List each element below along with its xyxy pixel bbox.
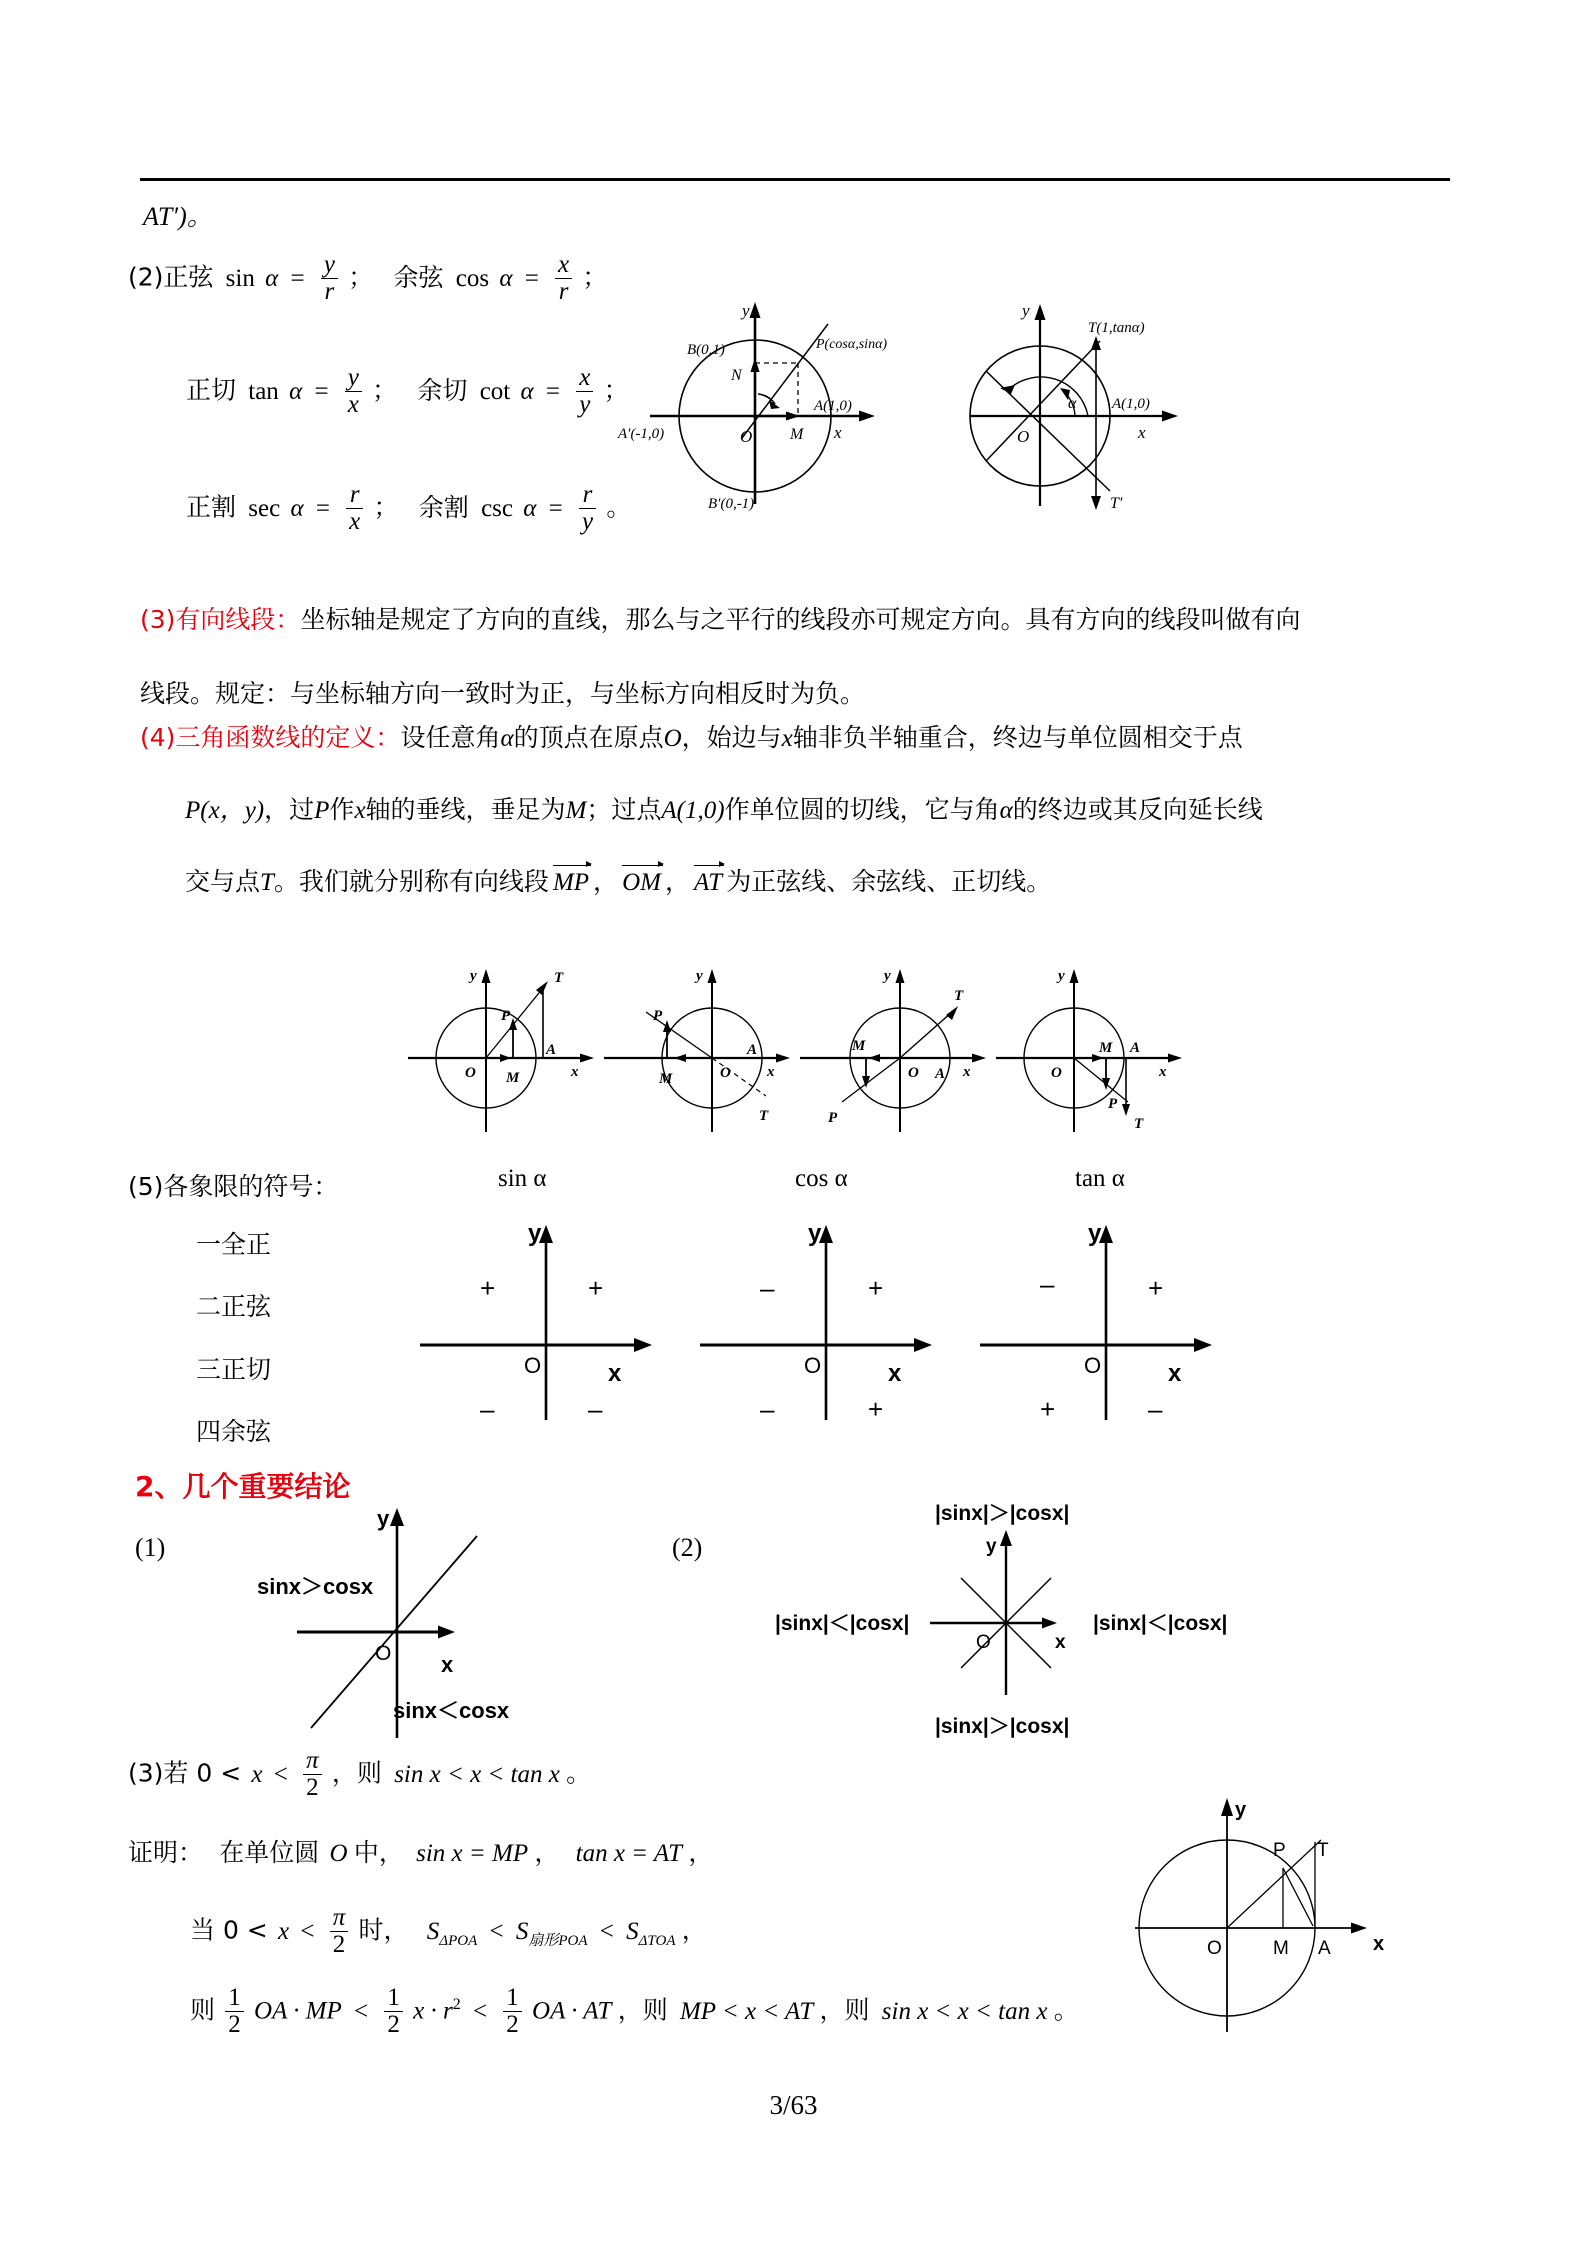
item2-label: (2)正弦 <box>128 262 214 292</box>
area-S1: S <box>426 1917 440 1945</box>
conclusion-item2-label: (2) <box>672 1533 703 1562</box>
tan-name: tan <box>248 377 279 405</box>
svg-text:y: y <box>1088 1220 1102 1247</box>
sign-cos-q4: + <box>868 1394 884 1424</box>
cot-denominator: y <box>576 391 593 418</box>
pi-over-2-fraction <box>303 1748 322 1802</box>
cot-label: 余切 <box>417 375 468 405</box>
half3-num: 1 <box>506 1984 519 2011</box>
page-number: 3/63 <box>769 2090 818 2120</box>
proof-M-label: M <box>1273 1938 1289 1959</box>
sinx-lt-cosx-label: sinx＜cosx <box>393 1698 510 1723</box>
proof-eq-sin: sin x = MP <box>416 1840 529 1867</box>
item4-l3b: 。我们就分别称有向线段 <box>273 867 549 896</box>
sign-axes-tan <box>980 1215 1280 1430</box>
half1-num: 1 <box>228 1984 241 2011</box>
svg-text:α: α <box>1068 395 1077 412</box>
tan-label: 正切 <box>186 375 237 405</box>
proof-term-4: MP < x < AT <box>679 1997 814 2025</box>
item4-l2d: ；过点 <box>586 795 662 824</box>
item4-l2c: 轴的垂线，垂足为 <box>365 795 566 824</box>
svg-text:y: y <box>696 968 703 984</box>
proof-l2-lt: < <box>300 1917 315 1945</box>
item5-header-cos: cos α <box>795 1165 848 1192</box>
proof-unit-circle-diagram <box>1135 1790 1455 2040</box>
tangent-circle-diagram <box>960 286 1210 516</box>
item3-end: 。 <box>566 1758 592 1788</box>
item5-label: (5)各象限的符号： <box>128 1172 339 1201</box>
svg-text:B(0,1): B(0,1) <box>687 342 725 358</box>
sin-name: sin <box>225 264 255 292</box>
svg-text:y: y <box>884 968 891 984</box>
svg-text:B′(0,-1): B′(0,-1) <box>708 496 755 512</box>
half-fraction-2 <box>384 1985 403 2039</box>
two-denominator: 2 <box>303 1774 322 1801</box>
proof-term2-exp: 2 <box>452 1996 461 2014</box>
continuation-line <box>143 196 213 233</box>
svg-text:A′(-1,0): A′(-1,0) <box>618 426 665 442</box>
svg-text:y: y <box>1022 301 1030 320</box>
abs-bottom-label: |sinx|＞|cosx| <box>935 1715 1070 1738</box>
tan-separator: ； <box>372 375 398 405</box>
csc-arg: α <box>523 494 537 522</box>
unit-circle-diagram <box>618 286 890 516</box>
cos-denominator: r <box>555 278 572 305</box>
abs-right-label: |sinx|＜|cosx| <box>1093 1612 1228 1635</box>
sign-sin-q1: + <box>588 1273 604 1303</box>
item3-lt: < <box>273 1760 288 1788</box>
svg-text:x: x <box>767 1064 775 1080</box>
item4-l1c: ，始边与 <box>681 723 782 752</box>
abs-sin-cos-diagram <box>745 1480 1265 1745</box>
vector-AT: AT <box>694 863 722 897</box>
tan-fraction <box>345 365 362 419</box>
sign-cos-q3: – <box>760 1394 775 1424</box>
svg-text:y: y <box>470 968 477 984</box>
cos-arg: α <box>499 264 513 292</box>
item5-header-sin: sin α <box>498 1165 547 1192</box>
sign-tan-q3: + <box>1040 1394 1056 1424</box>
proof-line-1 <box>128 1833 713 1869</box>
sec-label: 正割 <box>186 492 237 522</box>
svg-text:y: y <box>528 1220 542 1247</box>
svg-text:O: O <box>524 1353 542 1378</box>
svg-text:x: x <box>441 1652 454 1677</box>
sec-separator: ； <box>373 492 399 522</box>
area-S2: S <box>515 1917 529 1945</box>
cos-numerator: x <box>558 251 570 278</box>
formula-sec-csc-row: 正割 sec α = $\frac{r}{x}$ ； 余割 csc α = $\frac{r}{y}$ 。 <box>186 481 632 536</box>
item3-line2: 线段。规定：与坐标轴方向一致时为正，与坐标方向相反时为负。 <box>140 679 866 708</box>
item4-l2e: 作单位圆的切线，它与角 <box>724 795 1000 824</box>
sin-denominator: r <box>321 278 338 305</box>
proof-eq-tan: tan x = AT <box>575 1840 683 1867</box>
conclusion-item1-label: (1) <box>135 1533 166 1562</box>
svg-text:P: P <box>653 1008 663 1024</box>
proof-l3-c2: ，则 <box>819 1995 870 2025</box>
abs-top-label: |sinx|＞|cosx| <box>935 1502 1070 1525</box>
svg-text:x: x <box>1168 1360 1182 1387</box>
proof-l3a: 则 <box>190 1995 216 2025</box>
svg-text:O: O <box>1051 1065 1062 1081</box>
cos-label: 余弦 <box>393 262 444 292</box>
item4-paragraph <box>140 718 1470 898</box>
svg-text:x: x <box>1055 1632 1066 1653</box>
item4-l2f: 的终边或其反向延长线 <box>1012 795 1263 824</box>
svg-text:T: T <box>759 1108 769 1124</box>
svg-text:T: T <box>1134 1116 1144 1132</box>
item3-var: x <box>251 1760 263 1788</box>
svg-text:P: P <box>828 1110 838 1126</box>
sec-arg: α <box>290 494 304 522</box>
proof-l1b: 中， <box>353 1838 404 1867</box>
svg-text:O: O <box>1017 427 1030 446</box>
svg-text:y: y <box>808 1220 822 1247</box>
item4-l1d: 轴非负半轴重合，终边与单位圆相交于点 <box>792 723 1243 752</box>
cot-fraction <box>576 365 593 419</box>
item4-l2-alpha: α <box>999 797 1013 824</box>
csc-label: 余割 <box>418 492 469 522</box>
svg-text:A: A <box>546 1042 557 1058</box>
item4-l1-x: x <box>781 725 793 752</box>
cot-numerator: x <box>579 364 591 391</box>
proof-l2-lt3: < <box>599 1917 614 1945</box>
proof-l3-end: 。 <box>1053 1995 1079 2025</box>
sin-fraction <box>321 252 338 306</box>
area-S3-sub: ΔTOA <box>638 1932 676 1949</box>
item4-l3d: ， <box>664 867 690 896</box>
svg-text:A: A <box>935 1066 946 1082</box>
cos-name: cos <box>455 264 490 292</box>
formula-sin-cos-row: (2)正弦 sin α = $\frac{y}{r}$ ； 余弦 cos α = $\frac{x}{r}$ ； <box>128 251 608 306</box>
half2-den: 2 <box>384 2011 403 2038</box>
svg-text:y: y <box>1058 968 1065 984</box>
proof-l2b: 时， <box>358 1915 409 1945</box>
csc-name: csc <box>481 494 513 522</box>
svg-text:y: y <box>986 1536 997 1557</box>
svg-text:x: x <box>834 423 842 442</box>
item4-l3-T: T <box>260 869 274 896</box>
item4-l2-M: M <box>565 797 587 824</box>
item4-colon: ： <box>375 723 401 752</box>
area-S2-sub: 扇形POA <box>528 1932 588 1949</box>
svg-text:O: O <box>375 1642 392 1665</box>
svg-text:x: x <box>1159 1064 1167 1080</box>
half3-den: 2 <box>503 2011 522 2038</box>
item4-l2-A: A(1,0) <box>661 797 725 824</box>
tan-arg: α <box>289 377 303 405</box>
svg-text:x: x <box>888 1360 902 1387</box>
item4-l2a: ，过 <box>264 795 315 824</box>
sinx-gt-cosx-label: sinx＞cosx <box>257 1574 374 1599</box>
svg-text:P(cosα,sinα): P(cosα,sinα) <box>816 337 888 352</box>
svg-text:M: M <box>1099 1040 1113 1056</box>
tan-denominator: x <box>345 391 362 418</box>
item4-tag: (4)三角函数线的定义 <box>140 723 376 752</box>
cos-separator: ； <box>582 262 608 292</box>
svg-text:O: O <box>465 1065 476 1081</box>
proof-x-axis-label: x <box>1373 1933 1385 1955</box>
proof-l2-x: x <box>278 1917 290 1945</box>
item3-middle: ，则 <box>331 1758 382 1788</box>
item4-l3e: 为正弦线、余弦线、正切线。 <box>726 867 1052 896</box>
item3-paragraph <box>140 600 1460 710</box>
sign-sin-q2: + <box>480 1273 496 1303</box>
sec-fraction <box>346 482 363 536</box>
item5-header-tan: tan α <box>1075 1165 1125 1192</box>
item4-l1-alpha: α <box>500 725 514 752</box>
svg-text:x: x <box>963 1064 971 1080</box>
mnemonic-line-2: 二正弦 <box>196 1292 272 1321</box>
svg-text:N: N <box>731 367 742 384</box>
sign-tan-q1: + <box>1148 1273 1164 1303</box>
header-rule <box>140 178 1450 181</box>
sign-axes-sin <box>420 1215 720 1430</box>
sin-numerator: y <box>323 251 335 278</box>
sec-numerator: r <box>349 481 360 508</box>
svg-text:O: O <box>740 427 753 446</box>
proof-P-label: P <box>1273 1840 1286 1861</box>
tan-numerator: y <box>347 364 359 391</box>
proof-l1-end: ， <box>688 1838 714 1867</box>
proof-origin-label: O <box>1207 1938 1222 1959</box>
item4-l2-P: P(x，y) <box>185 797 265 824</box>
sin-vs-cos-diagram <box>245 1500 625 1750</box>
conclusions-heading: 2、几个重要结论 <box>135 1470 351 1503</box>
svg-text:T: T <box>954 988 964 1004</box>
area-S3: S <box>626 1917 639 1945</box>
pi-numerator: π <box>306 1747 319 1774</box>
svg-text:O: O <box>908 1065 919 1081</box>
proof-l2-lt2: < <box>489 1917 504 1945</box>
svg-text:x: x <box>571 1064 579 1080</box>
mnemonic-line-4: 四余弦 <box>196 1417 272 1446</box>
svg-text:P: P <box>501 1008 511 1024</box>
mnemonic-line-1: 一全正 <box>196 1230 272 1259</box>
half1-den: 2 <box>225 2011 244 2038</box>
svg-text:y: y <box>377 1506 390 1531</box>
sign-tan-q2: – <box>1040 1269 1055 1299</box>
continuation-text: AT′)。 <box>143 202 213 231</box>
proof-T-label: T <box>1317 1840 1329 1861</box>
proof-line-3 <box>190 1985 1079 2039</box>
item4-l1b: 的顶点在原点 <box>513 723 664 752</box>
mnemonic-line-3: 三正切 <box>196 1355 272 1384</box>
proof-l3-c1: ，则 <box>617 1995 668 2025</box>
svg-text:A(1,0): A(1,0) <box>1112 396 1150 412</box>
proof-pi-num: π <box>332 1904 346 1931</box>
svg-text:T(1,tanα): T(1,tanα) <box>1088 320 1145 336</box>
proof-term-3: OA · AT <box>532 1997 612 2025</box>
item4-l2-P2: P <box>314 797 330 824</box>
half-fraction-1 <box>225 1985 244 2039</box>
proof-l1-O: O <box>329 1840 348 1867</box>
sin-separator: ； <box>348 262 374 292</box>
proof-l1-comma: ， <box>534 1838 560 1867</box>
item4-l3a: 交与点 <box>185 867 261 896</box>
half-fraction-3 <box>503 1985 522 2039</box>
svg-text:O: O <box>720 1065 731 1081</box>
csc-numerator: r <box>582 481 593 508</box>
sec-name: sec <box>248 494 281 522</box>
svg-text:M: M <box>852 1038 866 1054</box>
proof-two-den: 2 <box>330 1931 349 1958</box>
item4-l2b: 作 <box>329 795 355 824</box>
csc-denominator: y <box>579 508 596 535</box>
sign-cos-q1: + <box>868 1273 884 1303</box>
svg-text:y: y <box>742 301 750 320</box>
item4-l3c: ， <box>593 867 619 896</box>
svg-text:O: O <box>976 1632 991 1653</box>
svg-text:M: M <box>506 1070 520 1086</box>
four-quadrant-line-diagrams <box>408 950 1208 1140</box>
proof-label: 证明： <box>128 1838 204 1867</box>
item3-prefix: (3)若 0 < <box>128 1758 242 1788</box>
vector-OM: OM <box>622 863 661 897</box>
svg-text:O: O <box>1084 1353 1102 1378</box>
proof-l1a: 在单位圆 <box>219 1838 320 1867</box>
svg-text:A: A <box>1130 1040 1141 1056</box>
sign-tan-q4: – <box>1148 1394 1163 1424</box>
item4-l1-O: O <box>663 725 682 752</box>
proof-term-5: sin x < x < tan x <box>881 1997 1048 2025</box>
svg-text:A: A <box>747 1042 758 1058</box>
sign-sin-q3: – <box>480 1394 495 1424</box>
conclusion-item3 <box>128 1748 591 1802</box>
sec-denominator: x <box>346 508 363 535</box>
proof-l3-lt2: < <box>472 1997 488 2025</box>
sign-cos-q2: – <box>760 1273 775 1303</box>
csc-separator: 。 <box>606 492 632 522</box>
item3-line1: 坐标轴是规定了方向的直线，那么与之平行的线段亦可规定方向。具有方向的线段叫做有向 <box>300 605 1301 634</box>
proof-line-2 <box>190 1905 707 1959</box>
cot-name: cot <box>479 377 511 405</box>
proof-y-axis-label: y <box>1235 1799 1247 1821</box>
vector-MP: MP <box>553 863 589 897</box>
cos-fraction <box>555 252 572 306</box>
sign-sin-q4: – <box>588 1394 603 1424</box>
proof-l2a: 当 0 < <box>190 1915 268 1945</box>
proof-term-2: x · r <box>413 1997 453 2025</box>
svg-text:x: x <box>608 1360 622 1387</box>
svg-text:A(1,0): A(1,0) <box>814 398 852 414</box>
proof-A-label: A <box>1318 1938 1331 1959</box>
svg-text:M: M <box>659 1071 673 1087</box>
sign-axes-cos <box>700 1215 1000 1430</box>
proof-term-1: OA · MP <box>254 1997 342 2025</box>
proof-l2-end: ， <box>681 1915 707 1945</box>
svg-text:O: O <box>804 1353 822 1378</box>
item3-colon: ： <box>275 605 301 634</box>
item4-l1a: 设任意角 <box>400 723 501 752</box>
abs-left-label: |sinx|＜|cosx| <box>775 1612 910 1635</box>
item4-l2-x: x <box>354 797 366 824</box>
item3-tag: (3)有向线段 <box>140 605 276 634</box>
area-S1-sub: ΔPOA <box>439 1932 478 1949</box>
sin-arg: α <box>265 264 279 292</box>
cot-arg: α <box>520 377 534 405</box>
svg-text:x: x <box>1138 423 1146 442</box>
svg-text:T: T <box>554 970 564 986</box>
csc-fraction <box>579 482 596 536</box>
svg-text:T′: T′ <box>1110 495 1123 512</box>
proof-l3-lt1: < <box>354 1997 369 2025</box>
cot-separator: ； <box>603 375 629 405</box>
svg-text:M: M <box>790 426 804 443</box>
svg-text:P: P <box>1108 1096 1118 1112</box>
item3-inequality: sin x < x < tan x <box>394 1760 560 1788</box>
half2-num: 1 <box>387 1984 400 2011</box>
proof-pi-over-2 <box>330 1905 349 1959</box>
formula-tan-cot-row: 正切 tan α = $\frac{y}{x}$ ； 余切 cot α = $\frac{x}{y}$ ； <box>186 364 629 419</box>
